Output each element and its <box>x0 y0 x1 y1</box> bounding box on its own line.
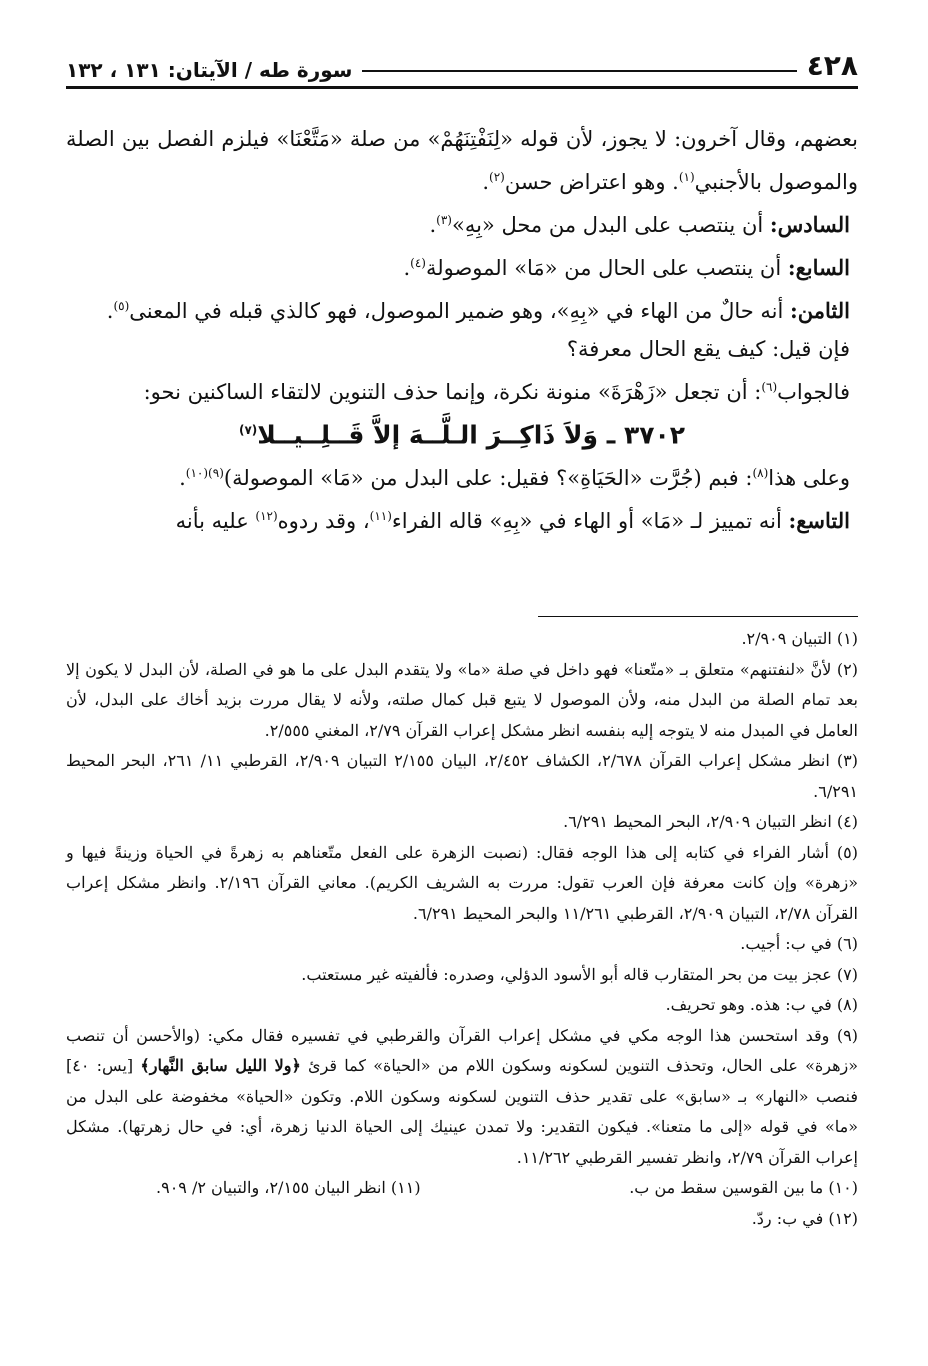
footnote-divider <box>538 616 858 617</box>
footnote: (٦) في ب: أجيب. <box>740 934 858 953</box>
footnote-ref: (٣) <box>436 213 452 227</box>
footnote-ref: (٥) <box>113 299 130 313</box>
header-rule <box>362 70 796 72</box>
footnote: (٥) أشار الفراء في كتابه إلى هذا الوجه فقال: (نصبت الزهرة على الفعل متّعناهم به زهرةً في الحياة وزينةً فيها و «زهرة» وإن كانت معرفة فإن العرب تقول: مررت به الشريف الكريم). معاني القرآن ٢/١٩٦. وانظر مشكل إعراب القرآن ٢/٧٨، التبيان ٢/٩٠٩، القرطبي ١١/٢٦١ والبحر المحيط ٦/٢٩١. <box>66 842 859 923</box>
term-seventh: السابع: <box>787 255 850 280</box>
paragraph-sixth: السادس: أن ينتصب على البدل من محل «بِهِ»$^{(٣)}$. <box>429 212 850 237</box>
footnote: (١٠) ما بين القوسين سقط من ب. <box>629 1178 858 1197</box>
paragraph-ninth: التاسع: أنه تمييز لـ «مَا» أو الهاء في «بِهِ» قاله الفراء$^{(١١)}$، وقد ردوه$^{(١٢)}$ عليه بأنه <box>175 508 850 534</box>
footnote-ref: (٩)(١٠) <box>185 466 224 481</box>
footnote-row <box>66 1173 858 1204</box>
footnote-ref: (٦) <box>761 380 778 394</box>
footnote: (٣) انظر مشكل إعراب القرآن ٢/٦٧٨، الكشاف ٢/٤٥٢، البيان ٢/١٥٥ التبيان ٢/٩٠٩، القرطبي ١١/ ٢٦١، البحر المحيط ٦/٢٩١. <box>66 751 859 801</box>
footnote: (١) التبيان ٢/٩٠٩. <box>741 629 858 648</box>
footnote-ref: (٨) <box>752 466 769 481</box>
quran-quote: ﴿ولا الليل سابق النَّهار﴾ <box>140 1056 301 1075</box>
footnote-ref: (١٢) <box>255 509 278 524</box>
footnote-ref: (٢) <box>489 170 505 184</box>
footnote: (٧) عجز بيت من بحر المتقارب قاله أبو الأسود الدؤلي، وصدره: فألفيته غير مستعتب. <box>301 964 858 984</box>
page-number: ٤٢٨ <box>806 49 858 82</box>
footnote: (٢) لأنَّ «لنفتنهم» متعلق بـ «متّعنا» فهو داخل في صلة «ما» ولا يتقدم البدل على ما هو في الصلة، لأن البدل لا يكون إلا بعد تمام الصلة من البدل منه، ولأن الموصول لا يتبع قبل كمال صلته، ولأنه لا يقال مررت بزيد أخاك على البدل، لأن العامل في المبدل منه لا يتوجه إليه بنفسه انظر مشكل إعراب القرآن ٢/٧٩، المغني ٢/٥٥٥. <box>66 659 859 740</box>
running-title: سورة طه / الآيتان: ١٣١ ، ١٣٢ <box>66 58 353 82</box>
footnote-ref: (٤) <box>410 256 426 270</box>
footnote-ref: (٧) <box>238 423 258 437</box>
paragraph-answer: فالجواب$^{(٦)}$: أن تجعل «زَهْرَةَ» منونة نكرة، وإنما حذف التنوين لالتقاء الساكنين نحو: <box>143 380 850 404</box>
footnote: (٩) وقد استحسن هذا الوجه مكي في مشكل إعراب القرآن والقرطبي في تفسيره فقال مكي: (والأحسن أن تنصب «زهرة» على الحال، وتحذف التنوين لسكونه وسكون اللام من «الحياة» كما قرئ ﴿ولا الليل سابق النَّهار﴾ [يس: ٤٠] فنصب «النهار» بـ «سابق» على تقدير حذف التنوين لسكونه وسكون اللام. وتكون «الحياة» مخفوضة على البدل من «ما» في قوله «إلى ما متعنا». فيكون التقدير: ولا تمدن عينيك إلى الحياة الدنيا زهرة، أي: في حال زهرتها). مشكل إعراب القرآن ٢/٧٩، وانظر تفسير القرطبي ١١/٢٦٢. <box>66 1025 859 1167</box>
term-eighth: الثامن: <box>790 298 850 323</box>
paragraph: بعضهم، وقال آخرون: لا يجوز، لأن قوله «لِنَفْتِنَهُمْ» من صلة «مَتَّعْنَا» فيلزم الفصل بين الصلة والموصول بالأجنبي$^{(١)}$. وهو اعتراض حسن$^{(٢)}$. <box>66 127 858 194</box>
term-sixth: السادس: <box>769 212 850 237</box>
paragraph-seventh: السابع: أن ينتصب على الحال من «مَا» الموصولة$^{(٤)}$. <box>403 255 850 280</box>
footnote: (٤) انظر التبيان ٢/٩٠٩، البحر المحيط ٦/٢٩١. <box>563 812 858 831</box>
term-ninth: التاسع: <box>788 508 850 534</box>
paragraph-question: فإن قيل: كيف يقع الحال معرفة؟ <box>566 337 850 361</box>
page-header <box>66 42 858 89</box>
paragraph: وعلى هذا$^{(٨)}$: فبم (جُرَّت «الحَيَاةِ»؟ فقيل: على البدل من «مَا» الموصولة)$^{(٩)(١٠)}$. <box>179 466 850 491</box>
footnote: (٨) في ب: هذه. وهو تحريف. <box>665 995 858 1014</box>
main-text <box>66 120 858 540</box>
footnote-ref: (١) <box>678 170 695 184</box>
footnote: (١١) انظر البيان ٢/١٥٥، والتبيان ٢/ ٩٠٩. <box>156 1178 421 1197</box>
footnotes <box>66 624 858 1234</box>
poetry-verse: ٣٧٠٢ ـ وَلاَ ذَاكِــرَ الـلَّــهَ إلاَّ قَــلِــيــلا$^{(٧)}$ <box>238 420 686 450</box>
footnote: (١٢) في ب: ردّ. <box>751 1208 858 1228</box>
paragraph-eighth: الثامن: أنه حالٌ من الهاء في «بِهِ»، وهو ضمير الموصول، فهو كالذي قبله في المعنى$^{(٥)}$. <box>106 298 850 323</box>
footnote-ref: (١١) <box>369 509 392 524</box>
